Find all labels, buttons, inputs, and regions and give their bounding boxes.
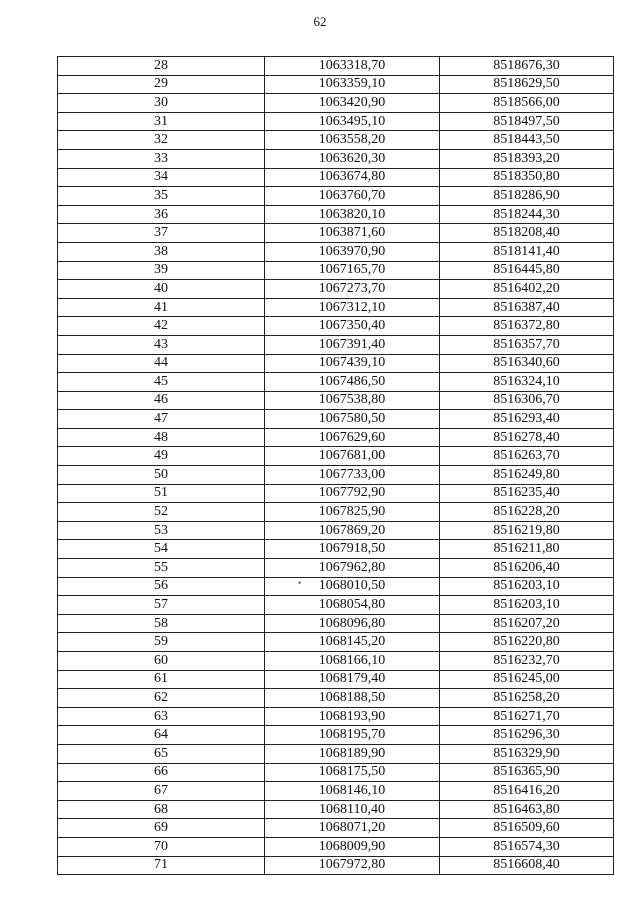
x-coordinate-cell: 1068071,20 — [265, 819, 440, 838]
x-coordinate-cell: 1067312,10 — [265, 298, 440, 317]
x-coordinate-cell: 1067165,70 — [265, 261, 440, 280]
point-number-cell: 35 — [58, 187, 265, 206]
y-coordinate-cell: 8518141,40 — [440, 242, 614, 261]
page-number: 62 — [313, 14, 327, 29]
point-number-cell: 68 — [58, 800, 265, 819]
y-coordinate-cell: 8516372,80 — [440, 317, 614, 336]
x-coordinate-cell: 1068188,50 — [265, 689, 440, 708]
table-row — [58, 633, 614, 652]
y-coordinate-cell: 8516219,80 — [440, 521, 614, 540]
point-number-cell: 52 — [58, 503, 265, 522]
y-coordinate-cell: 8516293,40 — [440, 410, 614, 429]
x-coordinate-cell: 1067733,00 — [265, 466, 440, 485]
x-coordinate-cell: 1067350,40 — [265, 317, 440, 336]
table-row — [58, 335, 614, 354]
y-coordinate-cell: 8516271,70 — [440, 707, 614, 726]
point-number-cell: 55 — [58, 559, 265, 578]
x-coordinate-cell: 1063359,10 — [265, 75, 440, 94]
x-coordinate-cell: 1068193,90 — [265, 707, 440, 726]
y-coordinate-cell: 8516228,20 — [440, 503, 614, 522]
point-number-cell: 69 — [58, 819, 265, 838]
table-row — [58, 447, 614, 466]
y-coordinate-cell: 8516296,30 — [440, 726, 614, 745]
table-row — [58, 856, 614, 875]
y-coordinate-cell: 8516206,40 — [440, 559, 614, 578]
x-coordinate-cell: 1063620,30 — [265, 149, 440, 168]
table-row — [58, 391, 614, 410]
point-number-cell: 48 — [58, 428, 265, 447]
table-row — [58, 614, 614, 633]
point-number-cell: 46 — [58, 391, 265, 410]
point-number-cell: 47 — [58, 410, 265, 429]
table-row — [58, 373, 614, 392]
table-row — [58, 280, 614, 299]
stray-mark: • — [298, 578, 302, 588]
coordinates-table — [57, 56, 614, 875]
y-coordinate-cell: 8518286,90 — [440, 187, 614, 206]
point-number-cell: 34 — [58, 168, 265, 187]
point-number-cell: 63 — [58, 707, 265, 726]
x-coordinate-cell: 1067869,20 — [265, 521, 440, 540]
table-row — [58, 261, 614, 280]
y-coordinate-cell: 8516574,30 — [440, 837, 614, 856]
x-coordinate-cell: 1063558,20 — [265, 131, 440, 150]
x-coordinate-cell: 1068166,10 — [265, 652, 440, 671]
point-number-cell: 51 — [58, 484, 265, 503]
table-row — [58, 763, 614, 782]
y-coordinate-cell: 8518566,00 — [440, 94, 614, 113]
point-number-cell: 60 — [58, 652, 265, 671]
y-coordinate-cell: 8516608,40 — [440, 856, 614, 875]
y-coordinate-cell: 8516324,10 — [440, 373, 614, 392]
x-coordinate-cell: 1068195,70 — [265, 726, 440, 745]
table-row — [58, 187, 614, 206]
y-coordinate-cell: 8518350,80 — [440, 168, 614, 187]
point-number-cell: 28 — [58, 57, 265, 76]
x-coordinate-cell: 1063318,70 — [265, 57, 440, 76]
y-coordinate-cell: 8516249,80 — [440, 466, 614, 485]
x-coordinate-cell: 1063420,90 — [265, 94, 440, 113]
table-row — [58, 466, 614, 485]
table-row — [58, 242, 614, 261]
y-coordinate-cell: 8516235,40 — [440, 484, 614, 503]
point-number-cell: 57 — [58, 596, 265, 615]
x-coordinate-cell: 1063871,60 — [265, 224, 440, 243]
point-number-cell: 71 — [58, 856, 265, 875]
x-coordinate-cell: 1063760,70 — [265, 187, 440, 206]
y-coordinate-cell: 8516207,20 — [440, 614, 614, 633]
point-number-cell: 59 — [58, 633, 265, 652]
y-coordinate-cell: 8516245,00 — [440, 670, 614, 689]
table-row — [58, 75, 614, 94]
table-row — [58, 670, 614, 689]
y-coordinate-cell: 8516232,70 — [440, 652, 614, 671]
point-number-cell: 37 — [58, 224, 265, 243]
point-number-cell: 67 — [58, 782, 265, 801]
y-coordinate-cell: 8516211,80 — [440, 540, 614, 559]
x-coordinate-cell: 1067825,90 — [265, 503, 440, 522]
y-coordinate-cell: 8516463,80 — [440, 800, 614, 819]
y-coordinate-cell: 8516509,60 — [440, 819, 614, 838]
point-number-cell: 70 — [58, 837, 265, 856]
table-row — [58, 94, 614, 113]
table-row — [58, 689, 614, 708]
y-coordinate-cell: 8518244,30 — [440, 205, 614, 224]
point-number-cell: 41 — [58, 298, 265, 317]
point-number-cell: 56 — [58, 577, 265, 596]
point-number-cell: 32 — [58, 131, 265, 150]
x-coordinate-cell: 1068096,80 — [265, 614, 440, 633]
point-number-cell: 54 — [58, 540, 265, 559]
point-number-cell: 61 — [58, 670, 265, 689]
table-row — [58, 57, 614, 76]
y-coordinate-cell: 8516416,20 — [440, 782, 614, 801]
x-coordinate-cell: 1067972,80 — [265, 856, 440, 875]
x-coordinate-cell: 1068146,10 — [265, 782, 440, 801]
table-row — [58, 596, 614, 615]
y-coordinate-cell: 8516203,10 — [440, 596, 614, 615]
x-coordinate-cell: 1068054,80 — [265, 596, 440, 615]
table-row — [58, 428, 614, 447]
y-coordinate-cell: 8516387,40 — [440, 298, 614, 317]
point-number-cell: 62 — [58, 689, 265, 708]
x-coordinate-cell: 1068145,20 — [265, 633, 440, 652]
y-coordinate-cell: 8518676,30 — [440, 57, 614, 76]
x-coordinate-cell: 1068110,40 — [265, 800, 440, 819]
table-row — [58, 410, 614, 429]
x-coordinate-cell: 1067918,50 — [265, 540, 440, 559]
point-number-cell: 65 — [58, 744, 265, 763]
table-row — [58, 726, 614, 745]
y-coordinate-cell: 8516357,70 — [440, 335, 614, 354]
y-coordinate-cell: 8516220,80 — [440, 633, 614, 652]
x-coordinate-cell: 1068010,50 — [265, 577, 440, 596]
table-row — [58, 707, 614, 726]
x-coordinate-cell: 1068179,40 — [265, 670, 440, 689]
point-number-cell: 64 — [58, 726, 265, 745]
y-coordinate-cell: 8516203,10 — [440, 577, 614, 596]
table-row — [58, 744, 614, 763]
table-row — [58, 112, 614, 131]
y-coordinate-cell: 8518393,20 — [440, 149, 614, 168]
coordinates-table-body — [58, 57, 614, 875]
point-number-cell: 36 — [58, 205, 265, 224]
x-coordinate-cell: 1067391,40 — [265, 335, 440, 354]
table-row — [58, 652, 614, 671]
table-row — [58, 224, 614, 243]
point-number-cell: 45 — [58, 373, 265, 392]
point-number-cell: 50 — [58, 466, 265, 485]
x-coordinate-cell: 1067962,80 — [265, 559, 440, 578]
x-coordinate-cell: 1067486,50 — [265, 373, 440, 392]
x-coordinate-cell: 1067273,70 — [265, 280, 440, 299]
table-row — [58, 540, 614, 559]
point-number-cell: 58 — [58, 614, 265, 633]
y-coordinate-cell: 8516445,80 — [440, 261, 614, 280]
table-row — [58, 298, 614, 317]
y-coordinate-cell: 8516278,40 — [440, 428, 614, 447]
point-number-cell: 66 — [58, 763, 265, 782]
y-coordinate-cell: 8518443,50 — [440, 131, 614, 150]
point-number-cell: 42 — [58, 317, 265, 336]
point-number-cell: 49 — [58, 447, 265, 466]
x-coordinate-cell: 1068189,90 — [265, 744, 440, 763]
y-coordinate-cell: 8516258,20 — [440, 689, 614, 708]
point-number-cell: 40 — [58, 280, 265, 299]
y-coordinate-cell: 8518497,50 — [440, 112, 614, 131]
x-coordinate-cell: 1067538,80 — [265, 391, 440, 410]
table-row — [58, 484, 614, 503]
point-number-cell: 43 — [58, 335, 265, 354]
table-row — [58, 131, 614, 150]
table-row — [58, 149, 614, 168]
table-row — [58, 354, 614, 373]
y-coordinate-cell: 8516306,70 — [440, 391, 614, 410]
x-coordinate-cell: 1063970,90 — [265, 242, 440, 261]
point-number-cell: 39 — [58, 261, 265, 280]
table-row — [58, 819, 614, 838]
table-row — [58, 559, 614, 578]
x-coordinate-cell: 1067792,90 — [265, 484, 440, 503]
point-number-cell: 30 — [58, 94, 265, 113]
y-coordinate-cell: 8516263,70 — [440, 447, 614, 466]
point-number-cell: 29 — [58, 75, 265, 94]
x-coordinate-cell: 1067580,50 — [265, 410, 440, 429]
x-coordinate-cell: 1067681,00 — [265, 447, 440, 466]
x-coordinate-cell: 1067629,60 — [265, 428, 440, 447]
table-row — [58, 837, 614, 856]
y-coordinate-cell: 8516329,90 — [440, 744, 614, 763]
point-number-cell: 38 — [58, 242, 265, 261]
point-number-cell: 44 — [58, 354, 265, 373]
table-row — [58, 168, 614, 187]
x-coordinate-cell: 1067439,10 — [265, 354, 440, 373]
point-number-cell: 53 — [58, 521, 265, 540]
table-row — [58, 782, 614, 801]
table-row — [58, 577, 614, 596]
point-number-cell: 31 — [58, 112, 265, 131]
table-row — [58, 317, 614, 336]
y-coordinate-cell: 8516365,90 — [440, 763, 614, 782]
x-coordinate-cell: 1068175,50 — [265, 763, 440, 782]
y-coordinate-cell: 8516340,60 — [440, 354, 614, 373]
table-row — [58, 205, 614, 224]
table-row — [58, 521, 614, 540]
x-coordinate-cell: 1068009,90 — [265, 837, 440, 856]
x-coordinate-cell: 1063495,10 — [265, 112, 440, 131]
y-coordinate-cell: 8518629,50 — [440, 75, 614, 94]
y-coordinate-cell: 8518208,40 — [440, 224, 614, 243]
point-number-cell: 33 — [58, 149, 265, 168]
y-coordinate-cell: 8516402,20 — [440, 280, 614, 299]
table-row — [58, 503, 614, 522]
x-coordinate-cell: 1063674,80 — [265, 168, 440, 187]
table-row — [58, 800, 614, 819]
x-coordinate-cell: 1063820,10 — [265, 205, 440, 224]
